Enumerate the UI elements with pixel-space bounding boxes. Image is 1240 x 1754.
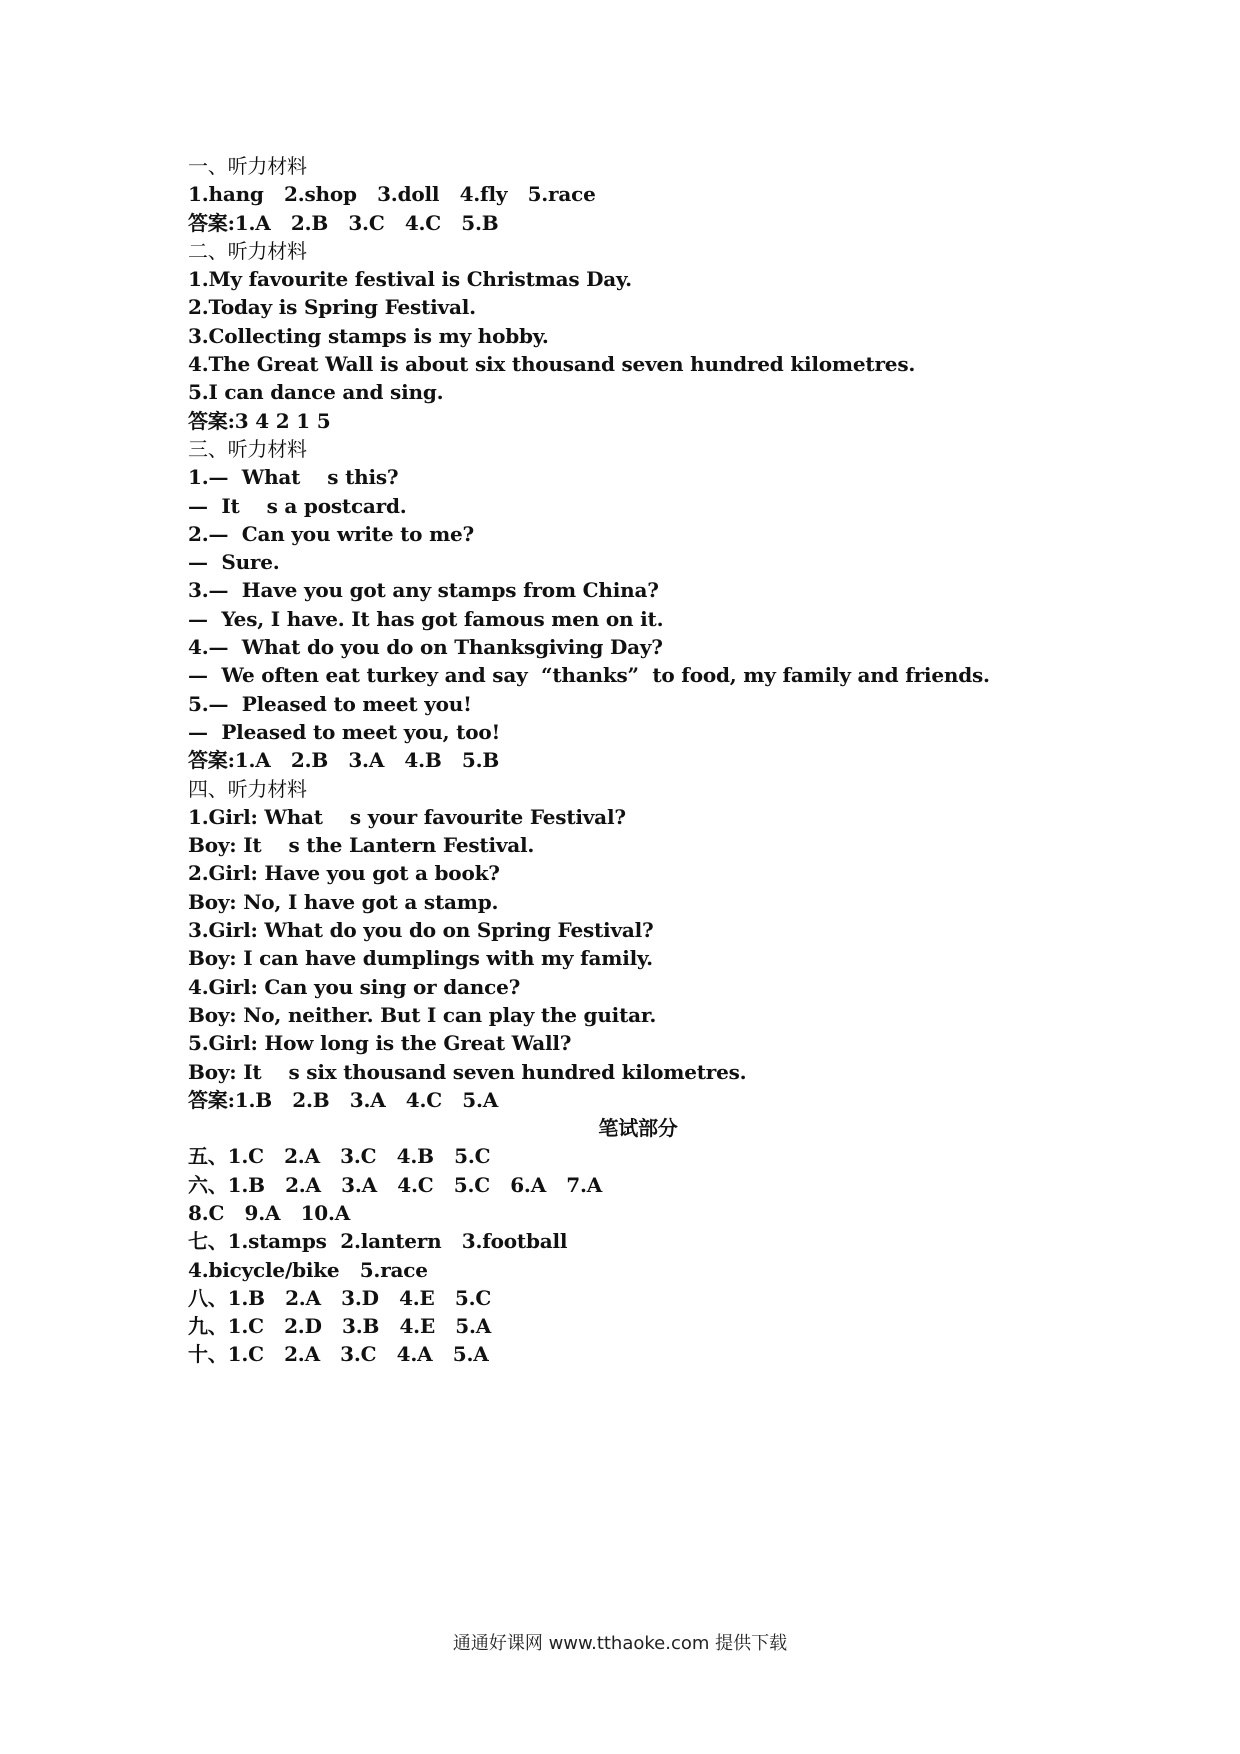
text-line: 5.— Pleased to meet you! bbox=[188, 691, 472, 716]
text-line: 4.The Great Wall is about six thousand seven hundred kilometres. bbox=[188, 352, 916, 377]
text-line: 九、1.C 2.D 3.B 4.E 5.A bbox=[188, 1314, 492, 1339]
text-line: 七、1.stamps 2.lantern 3.football bbox=[188, 1229, 568, 1254]
section-heading: 一、听力材料 bbox=[188, 154, 307, 178]
text-line: — It s a postcard. bbox=[188, 493, 407, 518]
text-line: 六、1.B 2.A 3.A 4.C 5.C 6.A 7.A bbox=[188, 1172, 603, 1197]
text-line: — Pleased to meet you, too! bbox=[188, 719, 501, 744]
section-heading: 三、听力材料 bbox=[188, 436, 307, 461]
text-line: 1.hang 2.shop 3.doll 4.fly 5.race bbox=[188, 182, 596, 207]
text-line: 2.Girl: Have you got a book? bbox=[188, 861, 500, 886]
text-line: 五、1.C 2.A 3.C 4.B 5.C bbox=[188, 1144, 491, 1169]
text-line: 4.bicycle/bike 5.race bbox=[188, 1257, 428, 1282]
text-line: — Sure. bbox=[188, 550, 280, 575]
text-line: 1.My favourite festival is Christmas Day. bbox=[188, 267, 632, 292]
text-line: 3.Girl: What do you do on Spring Festival? bbox=[188, 918, 654, 943]
text-line: 4.Girl: Can you sing or dance? bbox=[188, 974, 521, 999]
text-line: Boy: No, I have got a stamp. bbox=[188, 889, 499, 914]
text-line: 答案:1.A 2.B 3.A 4.B 5.B bbox=[188, 748, 500, 773]
text-line: 十、1.C 2.A 3.C 4.A 5.A bbox=[188, 1342, 489, 1367]
text-line: 答案:3 4 2 1 5 bbox=[188, 408, 331, 433]
answer-key-content bbox=[188, 152, 1088, 1369]
text-line: 5.Girl: How long is the Great Wall? bbox=[188, 1031, 572, 1056]
text-line: 2.— Can you write to me? bbox=[188, 521, 475, 546]
text-line: Boy: It s the Lantern Festival. bbox=[188, 833, 535, 858]
text-line: Boy: I can have dumplings with my family. bbox=[188, 946, 653, 971]
text-line: 八、1.B 2.A 3.D 4.E 5.C bbox=[188, 1285, 492, 1310]
text-line: Boy: No, neither. But I can play the guitar. bbox=[188, 1002, 657, 1027]
text-line: — Yes, I have. It has got famous men on it. bbox=[188, 606, 664, 631]
text-line: — We often eat turkey and say “thanks” to food, my family and friends. bbox=[188, 663, 990, 688]
text-line: 答案:1.A 2.B 3.C 4.C 5.B bbox=[188, 210, 499, 235]
page-footer: 通通好课网 www.tthaoke.com 提供下载 bbox=[452, 1633, 788, 1654]
text-line: 2.Today is Spring Festival. bbox=[188, 295, 476, 320]
text-line: 5.I can dance and sing. bbox=[188, 380, 444, 405]
text-line: 3.Collecting stamps is my hobby. bbox=[188, 323, 549, 348]
text-line: 4.— What do you do on Thanksgiving Day? bbox=[188, 635, 663, 660]
section-heading: 四、听力材料 bbox=[188, 776, 307, 801]
text-line: 3.— Have you got any stamps from China? bbox=[188, 578, 659, 603]
text-line: 1.Girl: What s your favourite Festival? bbox=[188, 804, 626, 829]
text-line: 8.C 9.A 10.A bbox=[188, 1200, 351, 1225]
text-line: 1.— What s this? bbox=[188, 465, 399, 490]
text-line: Boy: It s six thousand seven hundred kilometres. bbox=[188, 1059, 747, 1084]
text-line: 答案:1.B 2.B 3.A 4.C 5.A bbox=[188, 1087, 499, 1112]
section-heading: 二、听力材料 bbox=[188, 238, 307, 263]
part-title: 笔试部分 bbox=[598, 1116, 678, 1141]
